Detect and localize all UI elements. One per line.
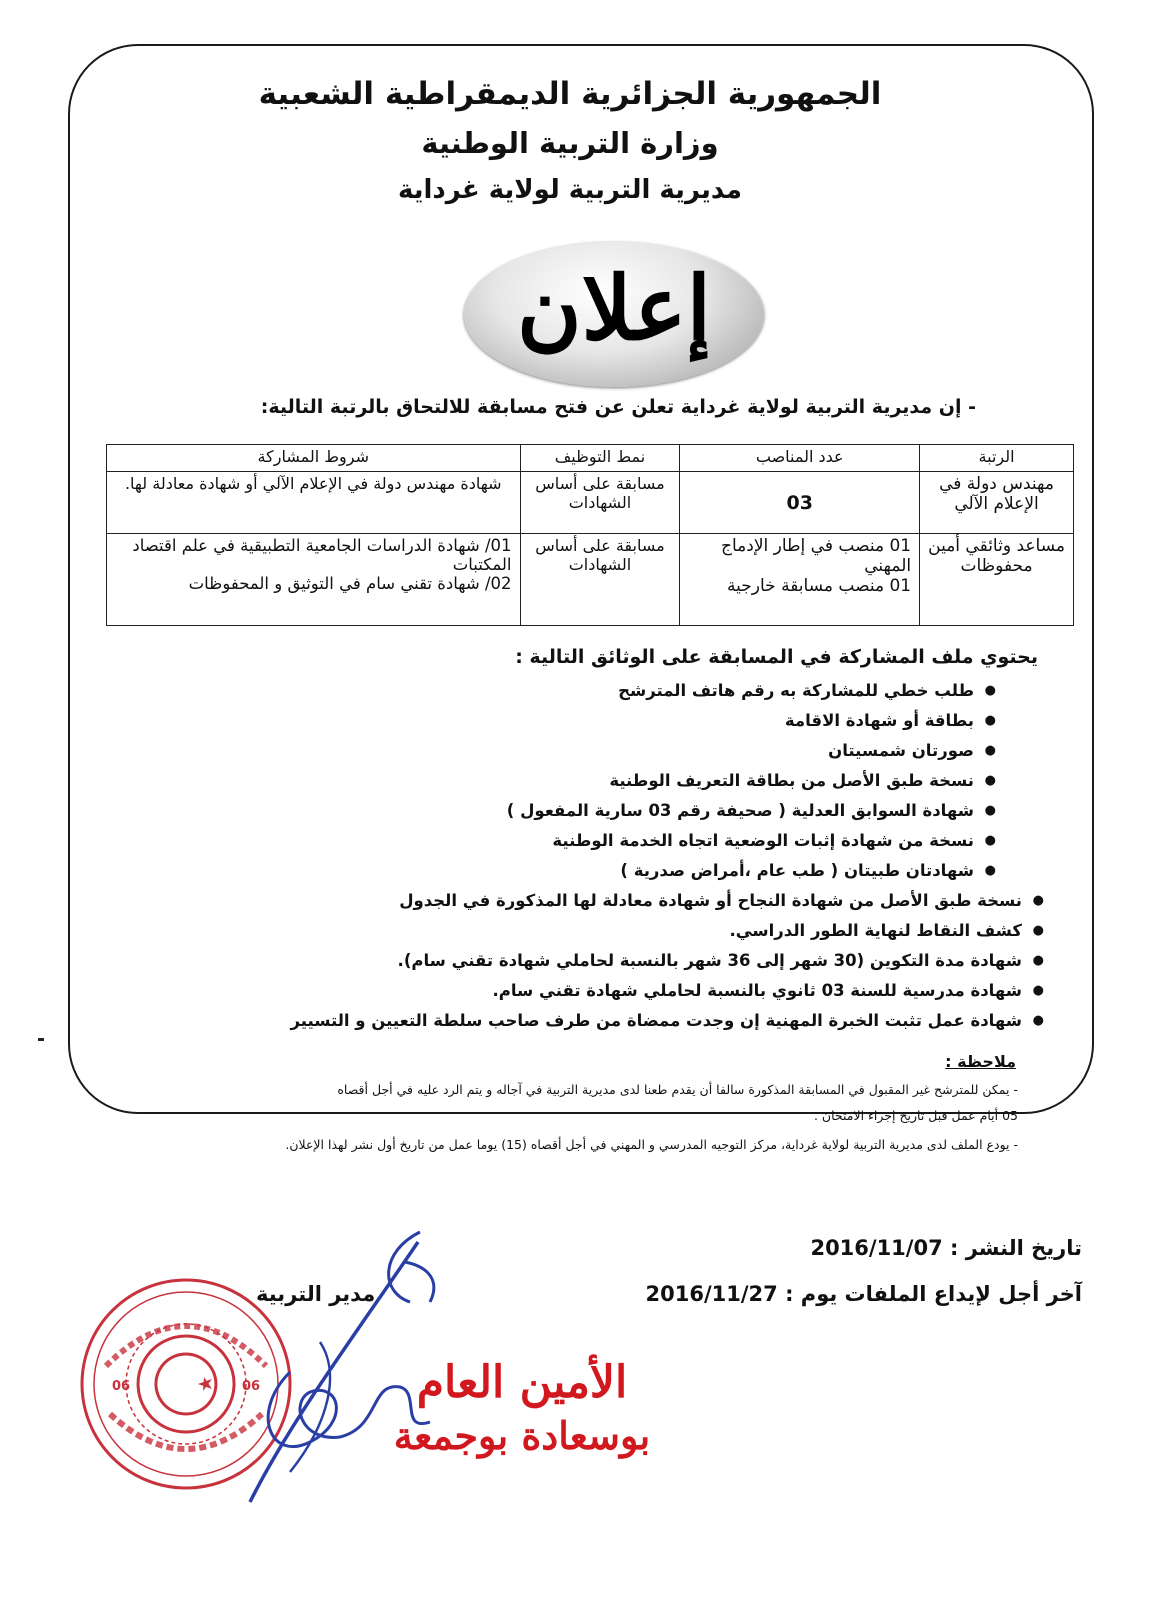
intro-text: - إن مديرية التربية لولاية غرداية تعلن عن فتح مسابقة للالتحاق بالرتبة التالية: xyxy=(260,396,976,418)
list-item: ● شهادتان طبيتان ( طب عام ،أمراض صدرية ) xyxy=(164,856,1044,886)
bullet-icon: ● xyxy=(984,713,996,728)
ministry-title: وزارة التربية الوطنية xyxy=(421,126,719,160)
cell-posts: 03 xyxy=(680,472,920,534)
bullet-icon: ● xyxy=(1032,923,1044,938)
bullet-icon: ● xyxy=(1032,893,1044,908)
list-item: ● نسخة من شهادة إثبات الوضعية اتجاه الخدمة الوطنية xyxy=(164,826,1044,856)
note-line: 05 أيام عمل قبل تاريخ إجراء الامتحان . xyxy=(813,1108,1018,1123)
bullet-icon: ● xyxy=(1032,953,1044,968)
cell-mode: مسابقة على أساس الشهادات xyxy=(520,472,680,534)
table-header-row xyxy=(107,445,1074,472)
list-item: ● شهادة عمل تثبت الخبرة المهنية إن وجدت ممضاة من طرف صاحب سلطة التعيين و التسيير xyxy=(164,1006,1044,1036)
stamp-name: بوسعادة بوجمعة xyxy=(393,1413,651,1458)
cell-conditions: شهادة مهندس دولة في الإعلام الآلي أو شهادة معادلة لها. xyxy=(107,472,521,534)
announcement-title: إعلان xyxy=(516,256,712,360)
list-item: ● كشف النقاط لنهاية الطور الدراسي. xyxy=(164,916,1044,946)
cell-rank: مهندس دولة في الإعلام الآلي xyxy=(920,472,1074,534)
bullet-icon: ● xyxy=(984,863,996,878)
bullet-icon: ● xyxy=(1032,1013,1044,1028)
bullet-icon: ● xyxy=(984,683,996,698)
svg-text:06: 06 xyxy=(112,1379,131,1394)
svg-text:06: 06 xyxy=(242,1379,261,1394)
cell-posts xyxy=(680,534,920,626)
scan-mark xyxy=(38,1038,44,1041)
cell-mode: مسابقة على أساس الشهادات xyxy=(520,534,680,626)
cell-conditions xyxy=(107,534,521,626)
list-item: ● شهادة السوابق العدلية ( صحيفة رقم 03 سارية المفعول ) xyxy=(164,796,1044,826)
cell-rank: مساعد وثائقي أمين محفوظات xyxy=(920,534,1074,626)
note-title: ملاحظة : xyxy=(945,1052,1016,1071)
secretary-general-stamp xyxy=(372,1356,672,1462)
director-title: مدير التربية xyxy=(256,1282,376,1306)
deadline-value: 2016/11/27 xyxy=(645,1282,778,1306)
col-header-mode: نمط التوظيف xyxy=(520,445,680,472)
list-item: ● نسخة طبق الأصل من بطاقة التعريف الوطنية xyxy=(164,766,1044,796)
note-line: - يمكن للمترشح غير المقبول في المسابقة المذكورة سالفا أن يقدم طعنا لدى مديرية التربية في آجاله و يتم الرد عليه في أجل أقصاه xyxy=(337,1082,1018,1097)
list-item: ● نسخة طبق الأصل من شهادة النجاح أو شهادة معادلة لها المذكورة في الجدول xyxy=(164,886,1044,916)
documents-title: يحتوي ملف المشاركة في المسابقة على الوثائق التالية : xyxy=(515,646,1038,668)
publish-date-value: 2016/11/07 xyxy=(810,1236,943,1260)
list-item: ● بطاقة أو شهادة الاقامة xyxy=(164,706,1044,736)
posts-line: 01 منصب في إطار الإدماج المهني xyxy=(720,536,912,576)
list-item: ● شهادة مدرسية للسنة 03 ثانوي بالنسبة لحاملي شهادة تقني سام. xyxy=(164,976,1044,1006)
col-header-rank: الرتبة xyxy=(920,445,1074,472)
deadline-label: آخر أجل لإيداع الملفات يوم : xyxy=(785,1282,1082,1306)
col-header-conditions: شروط المشاركة xyxy=(107,445,521,472)
condition-line: 01/ شهادة الدراسات الجامعية التطبيقية في علم اقتصاد المكتبات xyxy=(132,536,512,574)
col-header-posts: عدد المناصب xyxy=(680,445,920,472)
posts-line: 01 منصب مسابقة خارجية xyxy=(727,576,912,596)
publish-date xyxy=(810,1236,1082,1260)
bullet-icon: ● xyxy=(984,773,996,788)
note-line: - يودع الملف لدى مديرية التربية لولاية غرداية، مركز التوجيه المدرسي و المهني في أجل أقصاه (15) يوما عمل من تاريخ أول نشر لهذا الإعلان. xyxy=(285,1137,1018,1152)
documents-list xyxy=(164,676,1044,1036)
deadline-date xyxy=(646,1282,1082,1306)
stamp-title: الأمين العام xyxy=(416,1357,628,1408)
list-item: ● شهادة مدة التكوين (30 شهر إلى 36 شهر بالنسبة لحاملي شهادة تقني سام). xyxy=(164,946,1044,976)
positions-table xyxy=(106,444,1074,626)
list-item: ● طلب خطي للمشاركة به رقم هاتف المترشح xyxy=(164,676,1044,706)
bullet-icon: ● xyxy=(984,743,996,758)
republic-title: الجمهورية الجزائرية الديمقراطية الشعبية xyxy=(258,76,882,112)
table-row xyxy=(107,534,1074,626)
bullet-icon: ● xyxy=(984,803,996,818)
bullet-icon: ● xyxy=(984,833,996,848)
table-row xyxy=(107,472,1074,534)
condition-line: 02/ شهادة تقني سام في التوثيق و المحفوظات xyxy=(188,574,512,593)
publish-date-label: تاريخ النشر : xyxy=(950,1236,1082,1260)
bullet-icon: ● xyxy=(1032,983,1044,998)
directorate-title: مديرية التربية لولاية غرداية xyxy=(397,175,743,205)
list-item: ● صورتان شمسيتان xyxy=(164,736,1044,766)
